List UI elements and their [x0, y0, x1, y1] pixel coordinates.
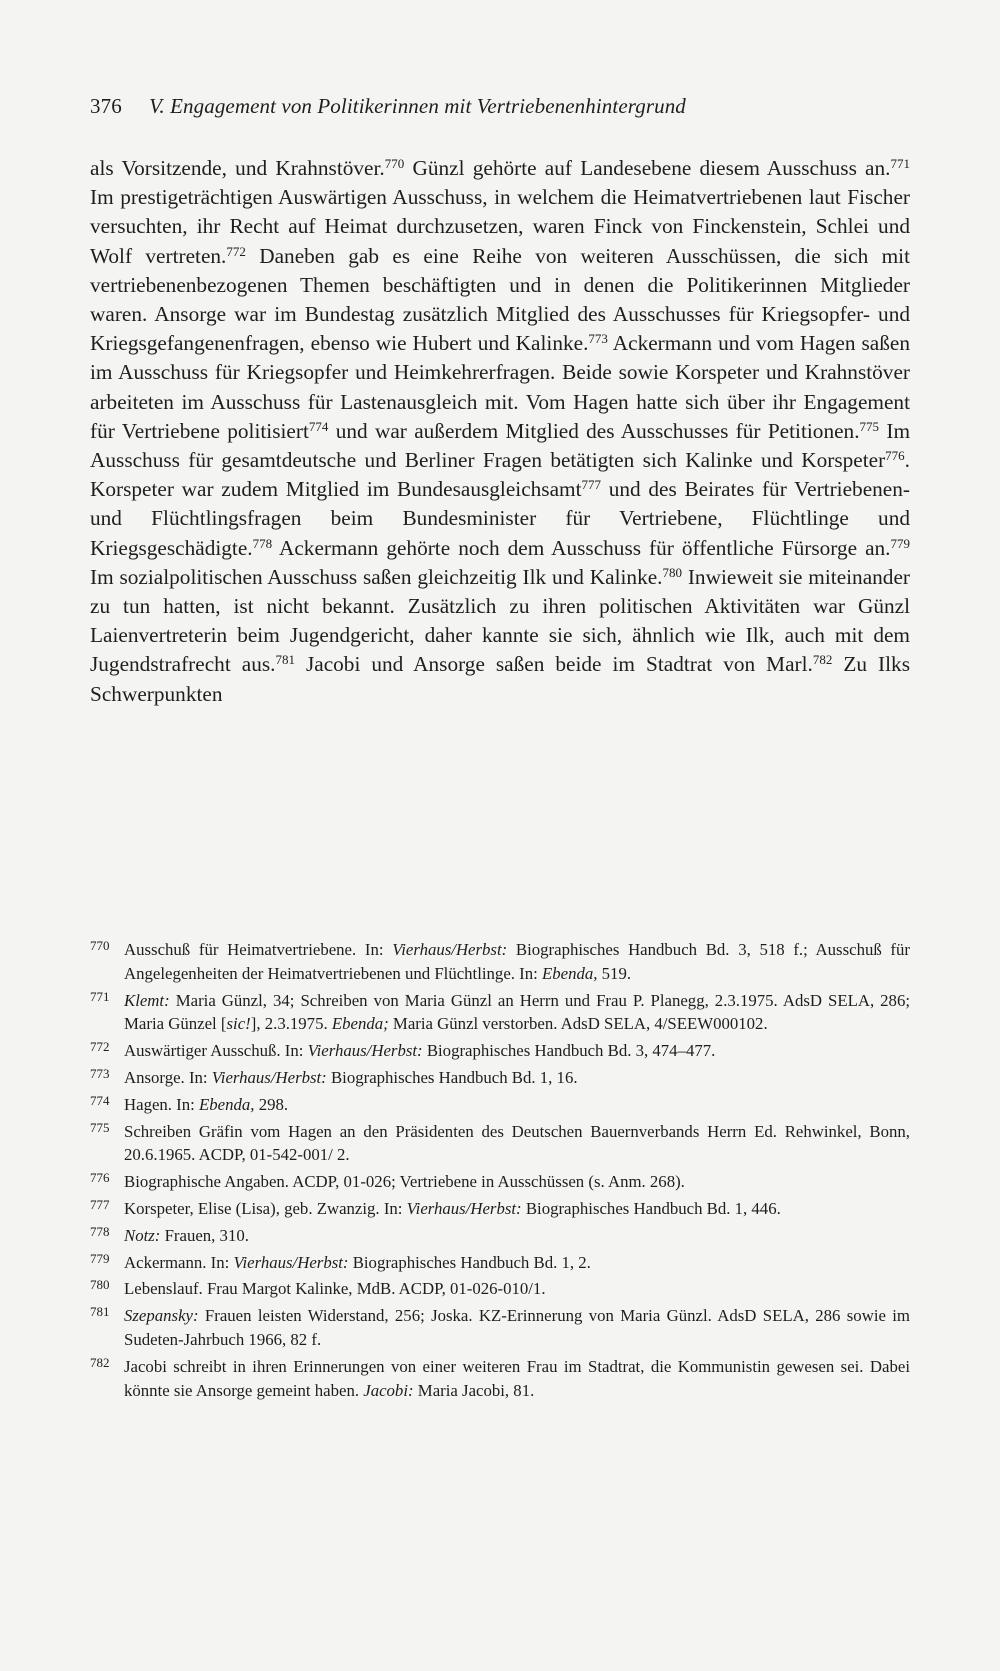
text-run: als Vorsitzende, und Krahnstöver.	[90, 156, 385, 180]
text-run: Maria Günzl, 34; Schreiben von Maria Günzl an Herrn und Frau P. Planegg, 2.3.1975. AdsD SELA, 286; Maria Günzel [	[124, 990, 910, 1034]
text-run: Ackermann gehörte noch dem Ausschuss für öffentliche Fürsorge an.	[272, 535, 891, 560]
footnote-771	[90, 989, 910, 1037]
footnote-number: 779	[90, 1250, 110, 1266]
ebenda-italic: Ebenda,	[542, 963, 598, 983]
text-run: Frauen, 310.	[160, 1225, 249, 1245]
author-italic: Vierhaus/Herbst:	[233, 1252, 349, 1272]
text-run: Ackermann. In:	[124, 1252, 234, 1272]
text-run: und war außerdem Mitglied des Ausschusses für Petitionen.	[328, 418, 860, 443]
footnote-ref-778[interactable]: 778	[252, 535, 273, 551]
author-italic: Vierhaus/Herbst:	[392, 940, 508, 959]
author-italic: Jacobi:	[363, 1380, 414, 1400]
author-italic: Vierhaus/Herbst:	[307, 1041, 423, 1061]
footnote-ref-773[interactable]: 773	[588, 331, 608, 347]
text-run: Biographisches Handbuch Bd. 1, 446.	[521, 1198, 781, 1218]
text-run: Ansorge. In:	[124, 1067, 212, 1087]
footnote-777	[90, 1197, 910, 1221]
footnote-780	[90, 1277, 910, 1301]
running-title: V. Engagement von Politikerinnen mit Vertriebenenhintergrund	[149, 94, 686, 118]
text-run: Biographische Angaben. ACDP, 01-026; Vertriebene in Ausschüssen (s. Anm. 268).	[124, 1172, 685, 1192]
text-run: ], 2.3.1975.	[250, 1014, 332, 1034]
footnote-number: 775	[90, 1119, 110, 1135]
footnote-772	[90, 1039, 910, 1063]
footnote-number: 782	[90, 1354, 110, 1370]
text-run: Ausschuß für Heimatvertriebene. In:	[124, 940, 393, 959]
author-italic: Notz:	[124, 1225, 161, 1245]
footnotes	[90, 938, 910, 1405]
footnote-number: 781	[90, 1304, 110, 1320]
text-run: Zu Ilks Schwerpunkten	[90, 652, 910, 706]
footnote-776	[90, 1170, 910, 1194]
text-run: Günzl gehörte auf Landesebene diesem Ausschuss an.	[404, 156, 891, 180]
footnote-778	[90, 1224, 910, 1248]
text-run: Inwieweit sie miteinander zu tun hatten, ist nicht bekannt. Zusätzlich zu ihren politischen Aktivitäten war Günzl Laienvertreterin beim Jugendgericht, daher kannte sie sich, ähnlich wie Ilk, auch mit dem Jugendstrafrecht aus.	[90, 564, 911, 677]
text-run: 519.	[597, 963, 632, 983]
footnote-770	[90, 938, 910, 986]
footnote-782	[90, 1355, 910, 1403]
text-run: und des Beirates für Vertriebenen- und Flüchtlingsfragen beim Bundesminister für Vertriebene, Flüchtlinge und Kriegsgeschädigte.	[90, 477, 910, 560]
text-run: Hagen. In:	[124, 1094, 200, 1114]
text-run: Daneben gab es eine Reihe von weiteren Ausschüssen, die sich mit vertriebenenbezogenen Themen beschäftigten und in denen die Politikerinnen Mitglieder waren. Ansorge war im Bundestag zusätzlich Mitglied des Ausschusses für Kriegsopfer- und Kriegsgefangenenfragen, ebenso wie Hubert und Kalinke.	[90, 243, 911, 356]
footnote-774	[90, 1093, 910, 1117]
ebenda-italic: Ebenda;	[331, 1014, 389, 1034]
text-run: Jacobi schreibt in ihren Erinnerungen von einer weiteren Frau im Stadtrat, die Kommunistin gewesen sei. Dabei könnte sie Ansorge gemeint haben.	[124, 1356, 910, 1400]
author-italic: Klemt:	[124, 990, 170, 1010]
text-run: . Korspeter war zudem Mitglied im Bundesausgleichsamt	[90, 448, 910, 502]
footnote-number: 776	[90, 1170, 110, 1186]
text-run: Auswärtiger Ausschuß. In:	[124, 1041, 308, 1061]
footnote-773	[90, 1066, 910, 1090]
footnote-775	[90, 1120, 910, 1168]
ebenda-italic: Ebenda,	[199, 1094, 255, 1114]
text-run: Biographisches Handbuch Bd. 1, 16.	[326, 1067, 578, 1087]
page-header	[90, 94, 686, 119]
text-run: Maria Günzl verstorben. AdsD SELA, 4/SEEW000102.	[388, 1014, 768, 1034]
text-run: Schreiben Gräfin vom Hagen an den Präsidenten des Deutschen Bauernverbands Herrn Ed. Rehwinkel, Bonn, 20.6.1965. ACDP, 01-542-001/ 2.	[124, 1121, 910, 1165]
footnote-ref-777[interactable]: 777	[581, 477, 602, 493]
footnote-ref-782[interactable]: 782	[812, 652, 833, 668]
footnote-number: 778	[90, 1223, 110, 1239]
text-run: 298.	[254, 1094, 289, 1114]
text-run: Biographisches Handbuch Bd. 1, 2.	[348, 1252, 591, 1272]
footnote-ref-770[interactable]: 770	[384, 156, 405, 171]
text-run: Korspeter, Elise (Lisa), geb. Zwanzig. In:	[124, 1198, 407, 1218]
text-run: Im Ausschuss für gesamtdeutsche und Berliner Fragen betätigten sich Kalinke und Korspeter	[90, 418, 911, 473]
footnote-ref-781[interactable]: 781	[275, 652, 295, 668]
footnote-number: 773	[90, 1065, 110, 1081]
text-run: Ackermann und vom Hagen saßen im Ausschuss für Kriegsopfer und Heimkehrerfragen. Beide sowie Korspeter und Krahnstöver arbeiteten im Ausschuss für Lastenausgleich mit. Vom Hagen hatte sich über ihr Engagement für Vertriebene politisiert	[90, 331, 911, 443]
footnote-number: 770	[90, 938, 110, 953]
footnote-ref-775[interactable]: 775	[859, 418, 880, 434]
footnote-ref-771[interactable]: 771	[890, 156, 910, 171]
sic-italic: sic!	[226, 1014, 251, 1034]
footnote-ref-779[interactable]: 779	[890, 535, 910, 551]
footnote-number: 772	[90, 1039, 110, 1055]
author-italic: Vierhaus/Herbst:	[406, 1198, 522, 1218]
text-run: Im prestigeträchtigen Auswärtigen Ausschuss, in welchem die Heimatvertriebenen laut Fischer versuchten, ihr Recht auf Heimat durchzusetzen, waren Finck von Finckenstein, Schlei und Wolf vertreten.	[90, 185, 910, 268]
text-run: Jacobi und Ansorge saßen beide im Stadtrat von Marl.	[294, 652, 813, 677]
footnote-ref-772[interactable]: 772	[226, 243, 246, 259]
author-italic: Szepansky:	[124, 1306, 199, 1326]
footnote-number: 771	[90, 988, 110, 1004]
page-number: 376	[90, 94, 122, 118]
footnote-number: 780	[90, 1277, 110, 1293]
footnote-ref-780[interactable]: 780	[662, 564, 682, 580]
text-run: Maria Jacobi, 81.	[413, 1380, 535, 1400]
footnote-number: 774	[90, 1092, 110, 1108]
author-italic: Vierhaus/Herbst:	[211, 1067, 327, 1087]
text-run: Biographisches Handbuch Bd. 3, 518 f.; Ausschuß für Angelegenheiten der Heimatvertriebenen und Flüchtlinge. In:	[124, 940, 910, 983]
footnote-ref-776[interactable]: 776	[885, 448, 905, 464]
footnote-ref-774[interactable]: 774	[308, 418, 329, 434]
text-run: Biographisches Handbuch Bd. 3, 474–477.	[422, 1041, 716, 1061]
footnote-781	[90, 1304, 910, 1352]
main-paragraph	[90, 154, 910, 709]
footnote-number: 777	[90, 1196, 110, 1212]
text-run: Im sozialpolitischen Ausschuss saßen gleichzeitig Ilk und Kalinke.	[90, 564, 663, 589]
footnote-779	[90, 1251, 910, 1275]
text-run: Frauen leisten Widerstand, 256; Joska. KZ-Erinnerung von Maria Günzl. AdsD SELA, 286 sowie im Sudeten-Jahrbuch 1966, 82 f.	[124, 1306, 910, 1349]
text-run: Lebenslauf. Frau Margot Kalinke, MdB. ACDP, 01-026-010/1.	[124, 1279, 546, 1299]
